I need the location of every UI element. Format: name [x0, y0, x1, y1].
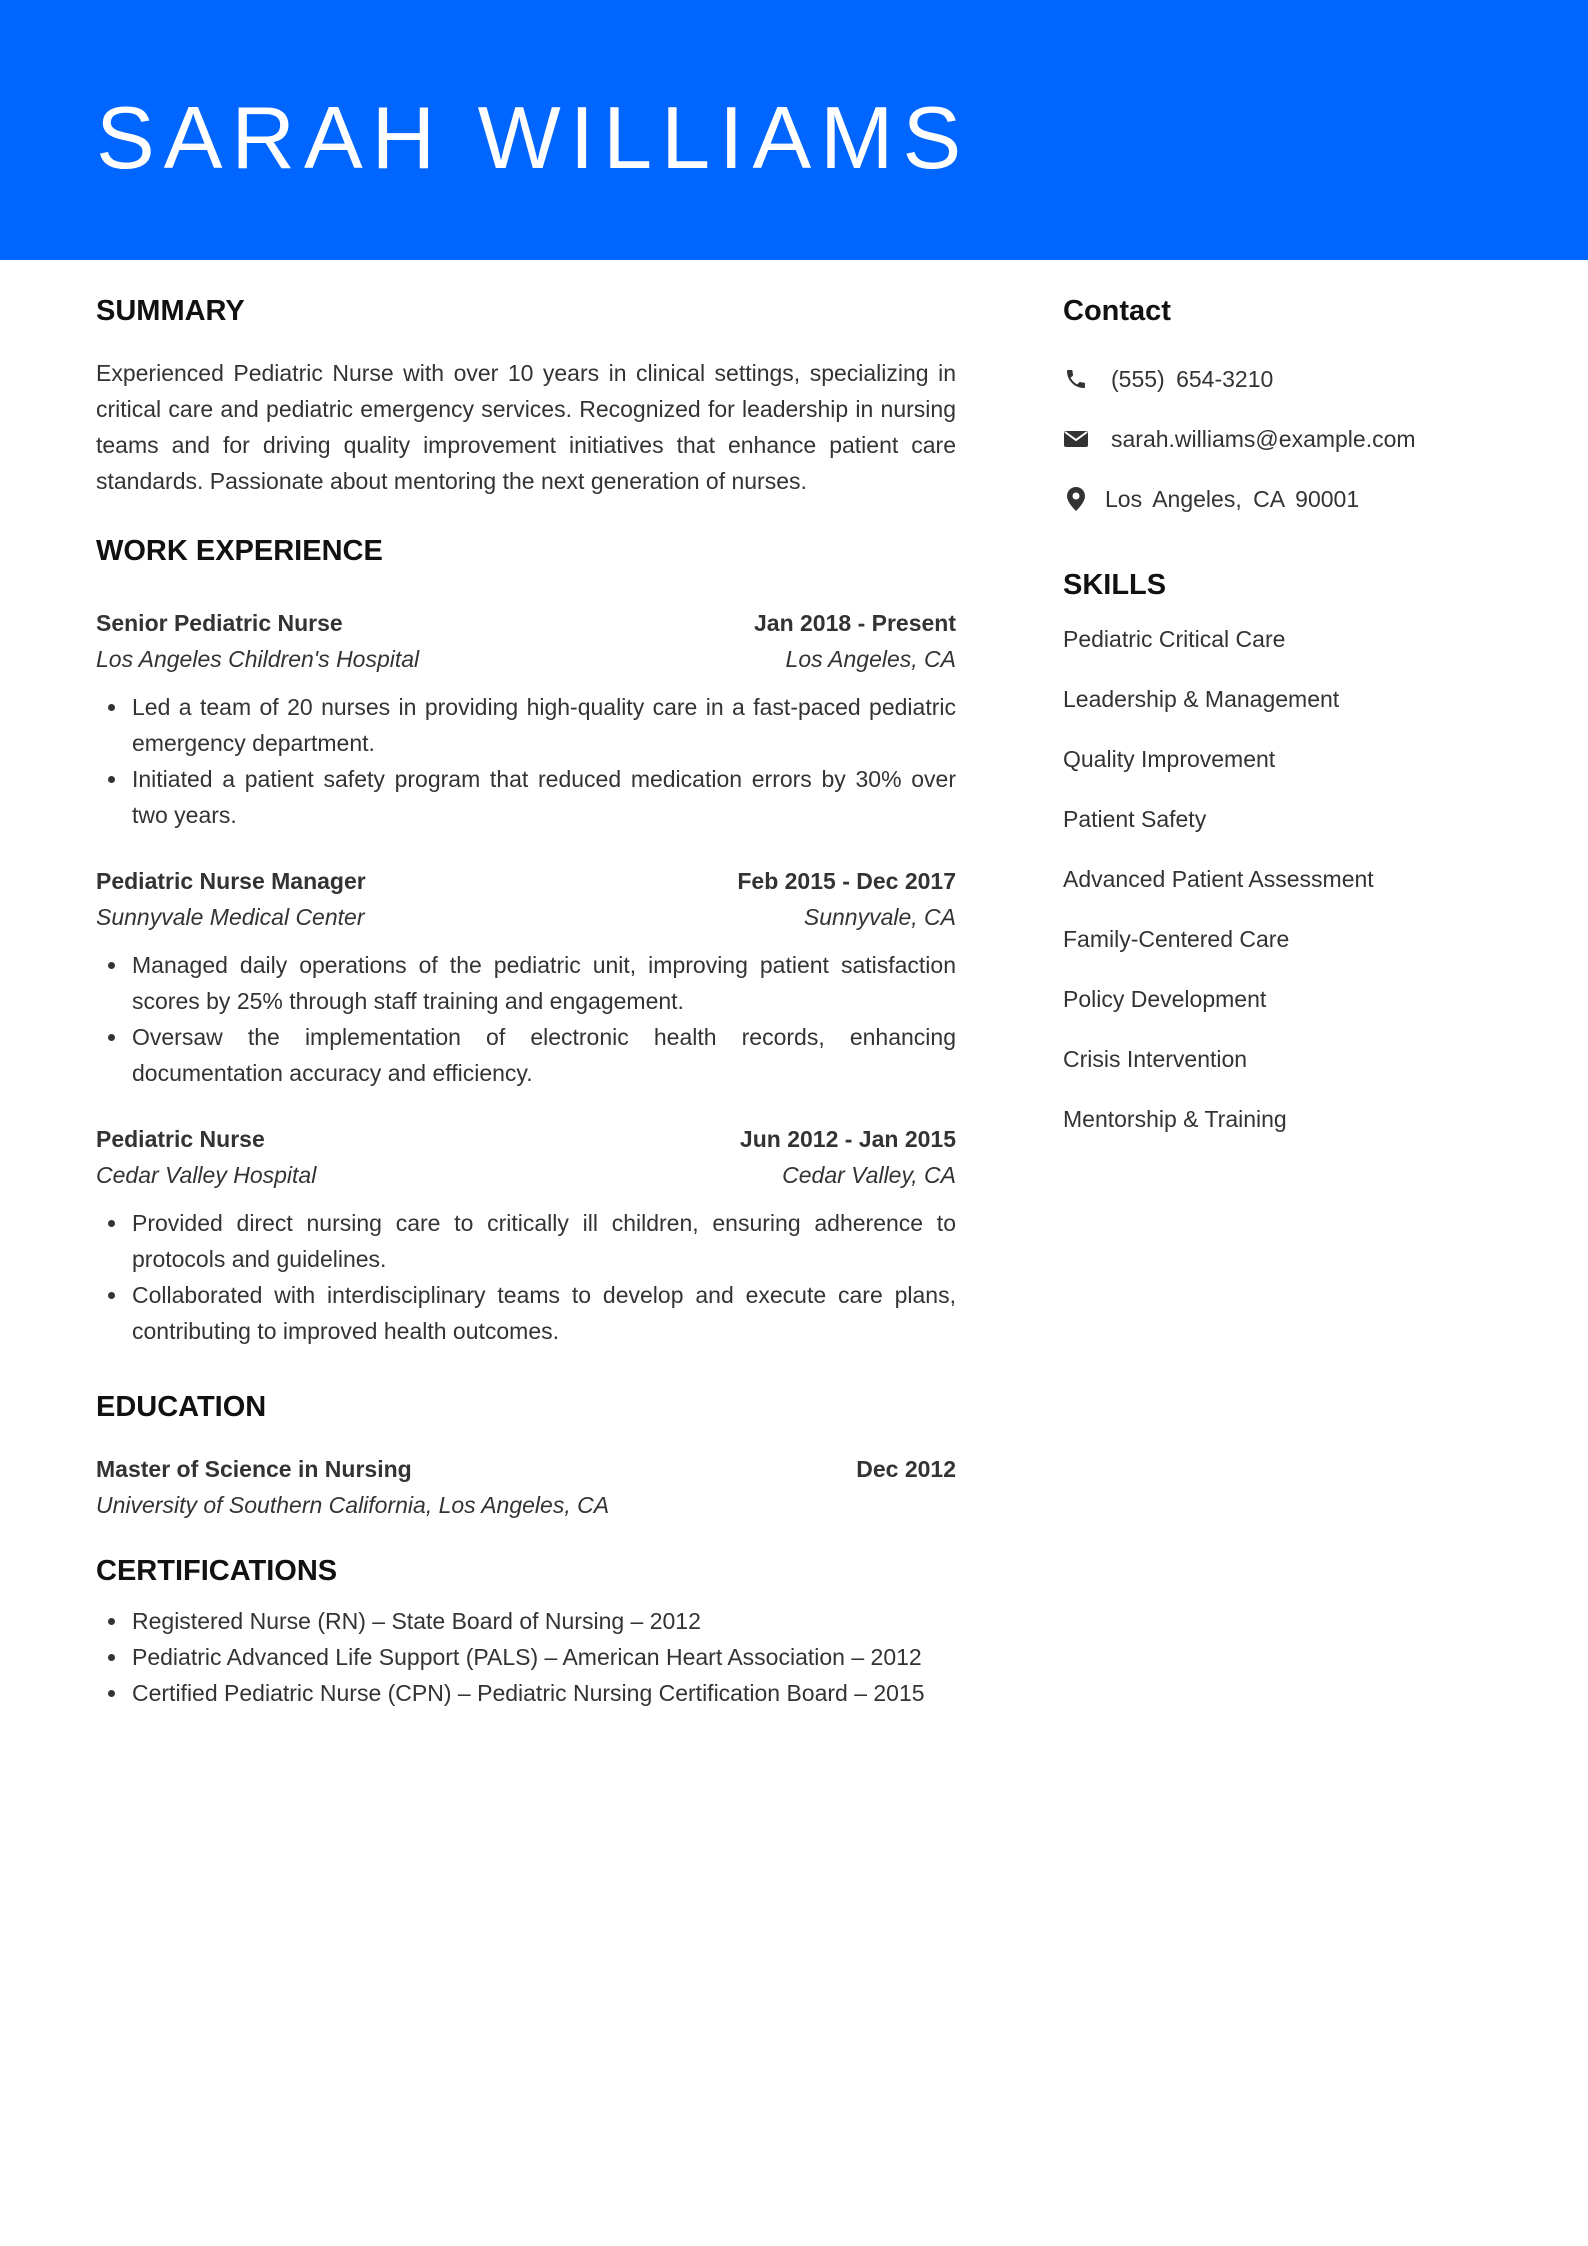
skills-heading: SKILLS: [1063, 569, 1167, 601]
skill-item: Advanced Patient Assessment: [1063, 866, 1374, 892]
job-title: Senior Pediatric Nurse: [96, 610, 343, 636]
certification-list: [96, 1603, 956, 1711]
contact-email[interactable]: [1063, 421, 1523, 457]
work-experience-heading: WORK EXPERIENCE: [96, 535, 383, 567]
main-column: [96, 260, 956, 1711]
job-location: Los Angeles, CA: [785, 646, 956, 672]
job-bullet: Managed daily operations of the pediatric unit, improving patient satisfaction scores by 25% through staff training and engagement.: [132, 947, 956, 1019]
phone-icon: [1063, 367, 1089, 391]
summary-heading: SUMMARY: [96, 295, 245, 327]
education-entry: [96, 1451, 956, 1523]
summary-text: Experienced Pediatric Nurse with over 10 years in clinical settings, specializing in critical care and pediatric emergency services. Recognized for leadership in nursing teams and for driving quality improvement initiatives that enhance patient care standards. Passionate about mentoring the next generation of nurses.: [96, 360, 956, 494]
map-pin-icon: [1063, 487, 1089, 511]
job-title: Pediatric Nurse: [96, 1126, 265, 1152]
job-organization: Sunnyvale Medical Center: [96, 904, 365, 930]
sidebar-column: [1063, 260, 1523, 1137]
job-date: Jan 2018 - Present: [753, 610, 956, 636]
job-date: Jun 2012 - Jan 2015: [739, 1126, 956, 1152]
job-entry: [96, 605, 956, 833]
contact-phone[interactable]: [1063, 361, 1523, 397]
skill-item: Family-Centered Care: [1063, 926, 1290, 952]
job-bullets: [96, 689, 956, 833]
job-location: Sunnyvale, CA: [803, 904, 956, 930]
header-banner: [0, 0, 1588, 260]
degree-date: Dec 2012: [856, 1456, 956, 1482]
job-entry: [96, 863, 956, 1091]
skill-item: Policy Development: [1063, 986, 1267, 1012]
degree-title: Master of Science in Nursing: [96, 1456, 412, 1482]
skill-item: Patient Safety: [1063, 806, 1207, 832]
contact-location: [1063, 481, 1523, 517]
certification-item: Pediatric Advanced Life Support (PALS) – American Heart Association – 2012: [132, 1639, 956, 1675]
job-bullet: Led a team of 20 nurses in providing high-quality care in a fast-paced pediatric emergency department.: [132, 689, 956, 761]
job-date: Feb 2015 - Dec 2017: [737, 868, 956, 894]
job-organization: Los Angeles Children's Hospital: [96, 646, 420, 672]
certification-item: Certified Pediatric Nurse (CPN) – Pediatric Nursing Certification Board – 2015: [132, 1675, 956, 1711]
certification-item: Registered Nurse (RN) – State Board of Nursing – 2012: [132, 1603, 956, 1639]
job-bullet: Initiated a patient safety program that reduced medication errors by 30% over two years.: [132, 761, 956, 833]
education-heading: EDUCATION: [96, 1391, 267, 1423]
skill-item: Mentorship & Training: [1063, 1106, 1287, 1132]
job-bullet: Provided direct nursing care to critically ill children, ensuring adherence to protocols and guidelines.: [132, 1205, 956, 1277]
skill-item: Crisis Intervention: [1063, 1046, 1248, 1072]
candidate-name: SARAH WILLIAMS: [96, 88, 971, 187]
job-entry: [96, 1121, 956, 1349]
school-name: University of Southern California, Los Angeles, CA: [96, 1492, 610, 1518]
job-bullet: Collaborated with interdisciplinary teams to develop and execute care plans, contributing to improved health outcomes.: [132, 1277, 956, 1349]
job-bullets: [96, 1205, 956, 1349]
contact-heading: Contact: [1063, 295, 1171, 327]
skill-item: Quality Improvement: [1063, 746, 1276, 772]
job-title: Pediatric Nurse Manager: [96, 868, 366, 894]
envelope-icon: [1063, 427, 1089, 451]
job-location: Cedar Valley, CA: [782, 1162, 956, 1188]
location-text: Los Angeles, CA 90001: [1105, 486, 1360, 512]
job-bullets: [96, 947, 956, 1091]
job-bullet: Oversaw the implementation of electronic health records, enhancing documentation accuracy and efficiency.: [132, 1019, 956, 1091]
phone-number: (555) 654-3210: [1111, 366, 1274, 392]
skill-item: Leadership & Management: [1063, 686, 1340, 712]
certifications-heading: CERTIFICATIONS: [96, 1555, 338, 1587]
email-address: sarah.williams@example.com: [1111, 426, 1416, 452]
job-organization: Cedar Valley Hospital: [96, 1162, 317, 1188]
skill-item: Pediatric Critical Care: [1063, 626, 1286, 652]
